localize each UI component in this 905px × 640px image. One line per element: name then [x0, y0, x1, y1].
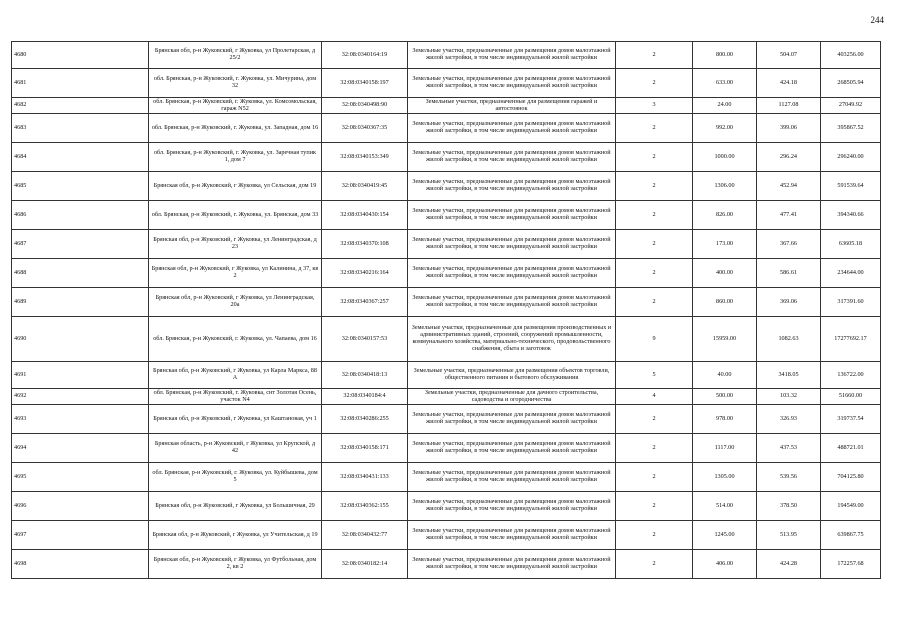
permitted-use-cell: Земельные участки, предназначенные для размещения домов малоэтажной жилой застройки, в том числе индивидуальной жилой застройки — [408, 288, 616, 317]
row-number-cell: 4681 — [12, 69, 149, 98]
land-area-cell: 173.00 — [693, 230, 757, 259]
permitted-use-cell: Земельные участки, предназначенные для размещения домов малоэтажной жилой застройки, в том числе индивидуальной жилой застройки — [408, 69, 616, 98]
row-number-cell: 4683 — [12, 114, 149, 143]
table-row — [12, 172, 881, 201]
table-row — [12, 114, 881, 143]
specific-value-cell: 399.06 — [757, 114, 821, 143]
row-number-cell: 4684 — [12, 143, 149, 172]
cadastral-number-cell: 32:08:0340164:19 — [322, 42, 408, 69]
table-row — [12, 405, 881, 434]
cadastral-value-cell: 639867.75 — [821, 521, 881, 550]
table-row — [12, 521, 881, 550]
land-address-cell: Брянская обл, р-н Жуковский, г Жуковка, ул Ленинградская, д 23 — [149, 230, 322, 259]
cadastral-number-cell: 32:08:0340158:197 — [322, 69, 408, 98]
row-number-cell: 4682 — [12, 98, 149, 114]
use-category-cell: 2 — [616, 521, 693, 550]
land-address-cell: обл. Брянская, р-н Жуковский, г. Жуковка, ул. Заречная тупик 1, дом 7 — [149, 143, 322, 172]
land-area-cell: 15959.00 — [693, 317, 757, 362]
land-area-cell: 978.00 — [693, 405, 757, 434]
row-number-cell: 4698 — [12, 550, 149, 579]
row-number-cell: 4686 — [12, 201, 149, 230]
land-address-cell: обл. Брянская, р-н Жуковский, г. Жуковка, ул. Куйбышева, дом 5 — [149, 463, 322, 492]
row-number-cell: 4695 — [12, 463, 149, 492]
land-address-cell: обл. Брянская, р-н Жуковский, г. Жуковка, ул. Комсомольская, гараж N52 — [149, 98, 322, 114]
use-category-cell: 2 — [616, 201, 693, 230]
table-row — [12, 463, 881, 492]
land-address-cell: Брянская обл, р-н Жуковский, г Жуковка, ул Карла Маркса, 88 А — [149, 362, 322, 389]
specific-value-cell: 424.18 — [757, 69, 821, 98]
land-area-cell: 800.00 — [693, 42, 757, 69]
row-number-cell: 4690 — [12, 317, 149, 362]
use-category-cell: 2 — [616, 69, 693, 98]
land-area-cell: 860.00 — [693, 288, 757, 317]
permitted-use-cell: Земельные участки, предназначенные для размещения домов малоэтажной жилой застройки, в том числе индивидуальной жилой застройки — [408, 405, 616, 434]
use-category-cell: 2 — [616, 42, 693, 69]
land-area-cell: 1000.00 — [693, 143, 757, 172]
cadastral-value-cell: 63605.18 — [821, 230, 881, 259]
row-number-cell: 4688 — [12, 259, 149, 288]
table-row — [12, 288, 881, 317]
permitted-use-cell: Земельные участки, предназначенные для размещения гаражей и автостоянок — [408, 98, 616, 114]
cadastral-value-cell: 136722.00 — [821, 362, 881, 389]
land-area-cell: 1305.00 — [693, 463, 757, 492]
cadastral-value-cell: 27049.92 — [821, 98, 881, 114]
specific-value-cell: 1082.63 — [757, 317, 821, 362]
land-area-cell: 514.00 — [693, 492, 757, 521]
cadastral-value-cell: 296240.00 — [821, 143, 881, 172]
land-address-cell: Брянская обл, р-н Жуковский, г Жуковка, ул Ленинградская, 20а — [149, 288, 322, 317]
land-address-cell: обл. Брянская, р-н Жуковский, г. Жуковка, снт Золотая Осень, участок N4 — [149, 389, 322, 405]
cadastral-value-cell: 591539.64 — [821, 172, 881, 201]
cadastral-value-cell: 704125.80 — [821, 463, 881, 492]
permitted-use-cell: Земельные участки, предназначенные для размещения домов малоэтажной жилой застройки, в том числе индивидуальной жилой застройки — [408, 143, 616, 172]
table-row — [12, 362, 881, 389]
land-address-cell: Брянская обл, р-н Жуковский, г Жуковка, ул Пролетарская, д 25/2 — [149, 42, 322, 69]
use-category-cell: 2 — [616, 172, 693, 201]
land-area-cell: 633.00 — [693, 69, 757, 98]
table-row — [12, 98, 881, 114]
specific-value-cell: 378.50 — [757, 492, 821, 521]
table-row — [12, 550, 881, 579]
land-area-cell: 1306.00 — [693, 172, 757, 201]
permitted-use-cell: Земельные участки, предназначенные для размещения домов малоэтажной жилой застройки, в том числе индивидуальной жилой застройки — [408, 42, 616, 69]
table-row — [12, 42, 881, 69]
permitted-use-cell: Земельные участки, предназначенные для размещения домов малоэтажной жилой застройки, в том числе индивидуальной жилой застройки — [408, 434, 616, 463]
permitted-use-cell: Земельные участки, предназначенные для размещения домов малоэтажной жилой застройки, в том числе индивидуальной жилой застройки — [408, 201, 616, 230]
land-address-cell: Брянская обл, р-н Жуковский, г Жуковка, ул Большичная, 29 — [149, 492, 322, 521]
land-address-cell: обл. Брянская, р-н Жуковский, г. Жуковка, ул. Мичурина, дом 32 — [149, 69, 322, 98]
row-number-cell: 4693 — [12, 405, 149, 434]
land-address-cell: обл. Брянская, р-н Жуковский, г. Жуковка, ул. Брянская, дом 33 — [149, 201, 322, 230]
use-category-cell: 2 — [616, 259, 693, 288]
permitted-use-cell: Земельные участки, предназначенные для дачного строительства, садоводства и огородничества — [408, 389, 616, 405]
use-category-cell: 2 — [616, 492, 693, 521]
use-category-cell: 9 — [616, 317, 693, 362]
cadastral-value-cell: 488721.01 — [821, 434, 881, 463]
table-row — [12, 492, 881, 521]
use-category-cell: 2 — [616, 550, 693, 579]
cadastral-value-table — [11, 41, 881, 579]
specific-value-cell: 326.93 — [757, 405, 821, 434]
permitted-use-cell: Земельные участки, предназначенные для размещения домов малоэтажной жилой застройки, в том числе индивидуальной жилой застройки — [408, 114, 616, 143]
permitted-use-cell: Земельные участки, предназначенные для размещения домов малоэтажной жилой застройки, в том числе индивидуальной жилой застройки — [408, 492, 616, 521]
row-number-cell: 4680 — [12, 42, 149, 69]
specific-value-cell: 296.24 — [757, 143, 821, 172]
cadastral-number-cell: 32:08:0340153:349 — [322, 143, 408, 172]
permitted-use-cell: Земельные участки, предназначенные для размещения объектов торговли, общественного питания и бытового обслуживания — [408, 362, 616, 389]
table-row — [12, 317, 881, 362]
use-category-cell: 2 — [616, 114, 693, 143]
land-address-cell: обл. Брянская, р-н Жуковский, г. Жуковка, ул. Чапаева, дом 16 — [149, 317, 322, 362]
land-area-cell: 400.00 — [693, 259, 757, 288]
row-number-cell: 4687 — [12, 230, 149, 259]
cadastral-number-cell: 32:08:0340286:255 — [322, 405, 408, 434]
table-row — [12, 434, 881, 463]
use-category-cell: 2 — [616, 288, 693, 317]
specific-value-cell: 1127.08 — [757, 98, 821, 114]
specific-value-cell: 369.06 — [757, 288, 821, 317]
specific-value-cell: 367.66 — [757, 230, 821, 259]
land-area-cell: 1117.00 — [693, 434, 757, 463]
land-area-cell: 24.00 — [693, 98, 757, 114]
use-category-cell: 2 — [616, 143, 693, 172]
land-address-cell: Брянская обл, р-н Жуковский, г Жуковка, ул Калинина, д 37, кв 2 — [149, 259, 322, 288]
use-category-cell: 5 — [616, 362, 693, 389]
use-category-cell: 2 — [616, 405, 693, 434]
land-address-cell: Брянская обл, р-н Жуковский, г Жуковка, ул Сельская, дом 19 — [149, 172, 322, 201]
cadastral-value-cell: 268505.94 — [821, 69, 881, 98]
cadastral-value-cell: 394340.66 — [821, 201, 881, 230]
table-row — [12, 201, 881, 230]
specific-value-cell: 513.95 — [757, 521, 821, 550]
cadastral-number-cell: 32:08:0340498:90 — [322, 98, 408, 114]
land-area-cell: 826.00 — [693, 201, 757, 230]
specific-value-cell: 539.56 — [757, 463, 821, 492]
cadastral-number-cell: 32:08:0340432:77 — [322, 521, 408, 550]
table-row — [12, 389, 881, 405]
permitted-use-cell: Земельные участки, предназначенные для размещения домов малоэтажной жилой застройки, в том числе индивидуальной жилой застройки — [408, 521, 616, 550]
specific-value-cell: 424.28 — [757, 550, 821, 579]
permitted-use-cell: Земельные участки, предназначенные для размещения домов малоэтажной жилой застройки, в том числе индивидуальной жилой застройки — [408, 230, 616, 259]
cadastral-value-cell: 17277692.17 — [821, 317, 881, 362]
permitted-use-cell: Земельные участки, предназначенные для размещения производственных и административных зданий, строений, сооружений промышленности, коммунального хозяйства, материально-технического, продовольственного снабжения, сбыта и заготовок — [408, 317, 616, 362]
land-area-cell: 406.00 — [693, 550, 757, 579]
specific-value-cell: 586.61 — [757, 259, 821, 288]
cadastral-value-cell: 319737.54 — [821, 405, 881, 434]
specific-value-cell: 452.94 — [757, 172, 821, 201]
row-number-cell: 4689 — [12, 288, 149, 317]
land-address-cell: обл. Брянская, р-н Жуковский, г. Жуковка, ул. Западная, дом 16 — [149, 114, 322, 143]
land-address-cell: Брянская обл, р-н Жуковский, г Жуковка, ул Каштановая, уч 1 — [149, 405, 322, 434]
cadastral-number-cell: 32:08:0340367:35 — [322, 114, 408, 143]
cadastral-number-cell: 32:08:0340430:154 — [322, 201, 408, 230]
specific-value-cell: 103.32 — [757, 389, 821, 405]
cadastral-number-cell: 32:08:0340216:164 — [322, 259, 408, 288]
specific-value-cell: 477.41 — [757, 201, 821, 230]
table-row — [12, 69, 881, 98]
row-number-cell: 4691 — [12, 362, 149, 389]
row-number-cell: 4692 — [12, 389, 149, 405]
specific-value-cell: 437.53 — [757, 434, 821, 463]
row-number-cell: 4694 — [12, 434, 149, 463]
permitted-use-cell: Земельные участки, предназначенные для размещения домов малоэтажной жилой застройки, в том числе индивидуальной жилой застройки — [408, 172, 616, 201]
land-area-cell: 992.00 — [693, 114, 757, 143]
cadastral-number-cell: 32:08:0340362:155 — [322, 492, 408, 521]
specific-value-cell: 504.07 — [757, 42, 821, 69]
cadastral-value-cell: 172257.68 — [821, 550, 881, 579]
land-address-cell: Брянская обл, р-н Жуковский, г Жуковка, ул Футбольная, дом 2, кв 2 — [149, 550, 322, 579]
land-address-cell: Брянская обл, р-н Жуковский, г Жуковка, ул Учительская, д 19 — [149, 521, 322, 550]
land-area-cell: 500.00 — [693, 389, 757, 405]
cadastral-number-cell: 32:08:0340367:257 — [322, 288, 408, 317]
row-number-cell: 4696 — [12, 492, 149, 521]
cadastral-number-cell: 32:08:0340182:14 — [322, 550, 408, 579]
cadastral-number-cell: 32:08:0340418:13 — [322, 362, 408, 389]
use-category-cell: 3 — [616, 98, 693, 114]
use-category-cell: 2 — [616, 463, 693, 492]
table-body — [12, 42, 881, 579]
cadastral-value-cell: 51660.00 — [821, 389, 881, 405]
table-row — [12, 259, 881, 288]
specific-value-cell: 3418.05 — [757, 362, 821, 389]
cadastral-value-cell: 317391.60 — [821, 288, 881, 317]
cadastral-number-cell: 32:08:0340184:4 — [322, 389, 408, 405]
cadastral-value-cell: 234644.00 — [821, 259, 881, 288]
permitted-use-cell: Земельные участки, предназначенные для размещения домов малоэтажной жилой застройки, в том числе индивидуальной жилой застройки — [408, 259, 616, 288]
cadastral-number-cell: 32:08:0340157:53 — [322, 317, 408, 362]
table-row — [12, 143, 881, 172]
cadastral-value-cell: 395867.52 — [821, 114, 881, 143]
permitted-use-cell: Земельные участки, предназначенные для размещения домов малоэтажной жилой застройки, в том числе индивидуальной жилой застройки — [408, 463, 616, 492]
use-category-cell: 4 — [616, 389, 693, 405]
land-area-cell: 1245.00 — [693, 521, 757, 550]
row-number-cell: 4697 — [12, 521, 149, 550]
cadastral-number-cell: 32:08:0340431:133 — [322, 463, 408, 492]
use-category-cell: 2 — [616, 434, 693, 463]
page-number: 244 — [870, 15, 884, 25]
cadastral-number-cell: 32:08:0340370:108 — [322, 230, 408, 259]
land-address-cell: Брянская область, р-н Жуковский, г Жуковка, ул Крупской, д 42 — [149, 434, 322, 463]
cadastral-value-cell: 403256.00 — [821, 42, 881, 69]
cadastral-number-cell: 32:08:0340419:45 — [322, 172, 408, 201]
permitted-use-cell: Земельные участки, предназначенные для размещения домов малоэтажной жилой застройки, в том числе индивидуальной жилой застройки — [408, 550, 616, 579]
row-number-cell: 4685 — [12, 172, 149, 201]
cadastral-number-cell: 32:08:0340158:171 — [322, 434, 408, 463]
table-row — [12, 230, 881, 259]
cadastral-value-cell: 194549.00 — [821, 492, 881, 521]
land-area-cell: 40.00 — [693, 362, 757, 389]
use-category-cell: 2 — [616, 230, 693, 259]
